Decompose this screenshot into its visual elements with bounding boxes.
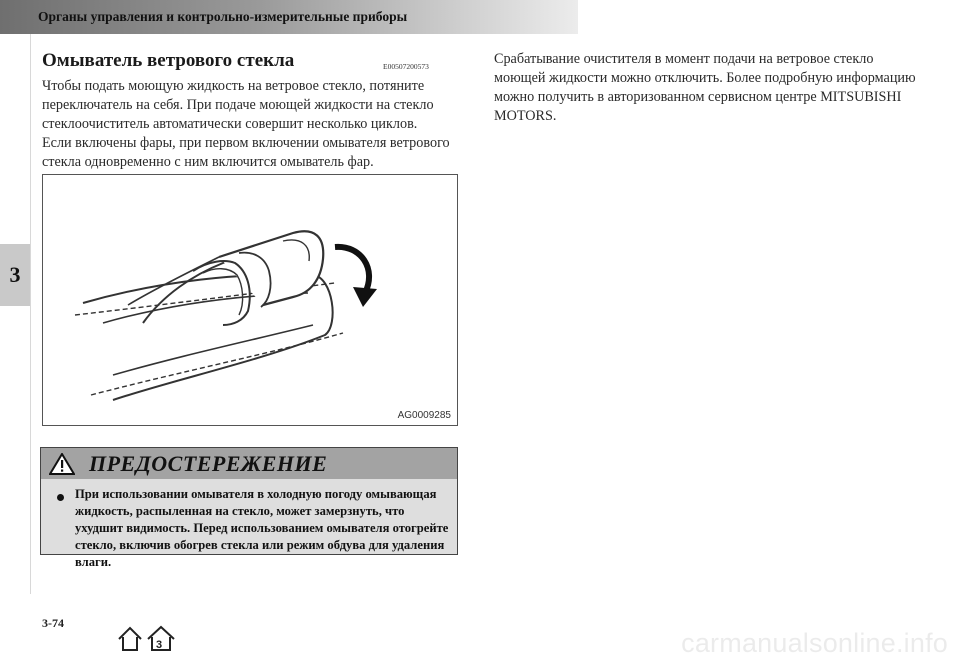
wiper-stalk-figure xyxy=(42,174,458,426)
figure-code: AG0009285 xyxy=(397,410,451,421)
warning-text: При использовании омывателя в холодную погоду омывающая жидкость, распыленная на стекло, может замерзнуть, что ухудшит видимость. Перед использованием омывателя отогрейте стекло, включив обогрев стекла или режим обдува для удаления влаги. xyxy=(75,487,449,569)
home-icon[interactable] xyxy=(119,628,141,650)
warning-title: ПРЕДОСТЕРЕЖЕНИЕ xyxy=(89,451,328,476)
chapter-3-icon[interactable] xyxy=(148,627,174,651)
section-title: Омыватель ветрового стекла xyxy=(42,50,295,71)
section-body-right xyxy=(494,50,924,126)
paragraph: Если включены фары, при первом включении омывателя ветрового стекла одновременно с ним включится омыватель фар. xyxy=(42,135,450,170)
warning-header xyxy=(41,448,457,479)
paragraph: Чтобы подать моющую жидкость на ветровое стекло, потяните переключатель на себя. При подаче моющей жидкости на стекло стеклоочиститель автоматически совершит несколько циклов. xyxy=(42,78,434,132)
wiper-stalk-illustration xyxy=(43,175,457,425)
watermark: carmanualsonline.info xyxy=(681,628,948,658)
section-code: E00507200573 xyxy=(383,62,429,71)
section-body-left xyxy=(42,77,462,172)
page-header xyxy=(0,0,578,34)
footer-nav-icons xyxy=(116,624,180,654)
margin-rule xyxy=(30,34,31,594)
warning-triangle-icon xyxy=(49,453,75,475)
header-title: Органы управления и контрольно-измерительные приборы xyxy=(38,9,408,24)
warning-body xyxy=(41,479,457,569)
svg-text:3: 3 xyxy=(156,639,163,651)
chapter-tab-label: 3 xyxy=(9,262,21,287)
bullet-icon xyxy=(57,494,64,501)
chapter-tab[interactable] xyxy=(0,244,30,306)
paragraph: Срабатывание очистителя в момент подачи на ветровое стекло моющей жидкости можно отключить. Более подробную информацию можно получить в авторизованном сервисном центре MITSUBISHI MOTORS. xyxy=(494,51,916,124)
warning-box xyxy=(40,447,458,569)
page-number: 3-74 xyxy=(42,616,64,630)
